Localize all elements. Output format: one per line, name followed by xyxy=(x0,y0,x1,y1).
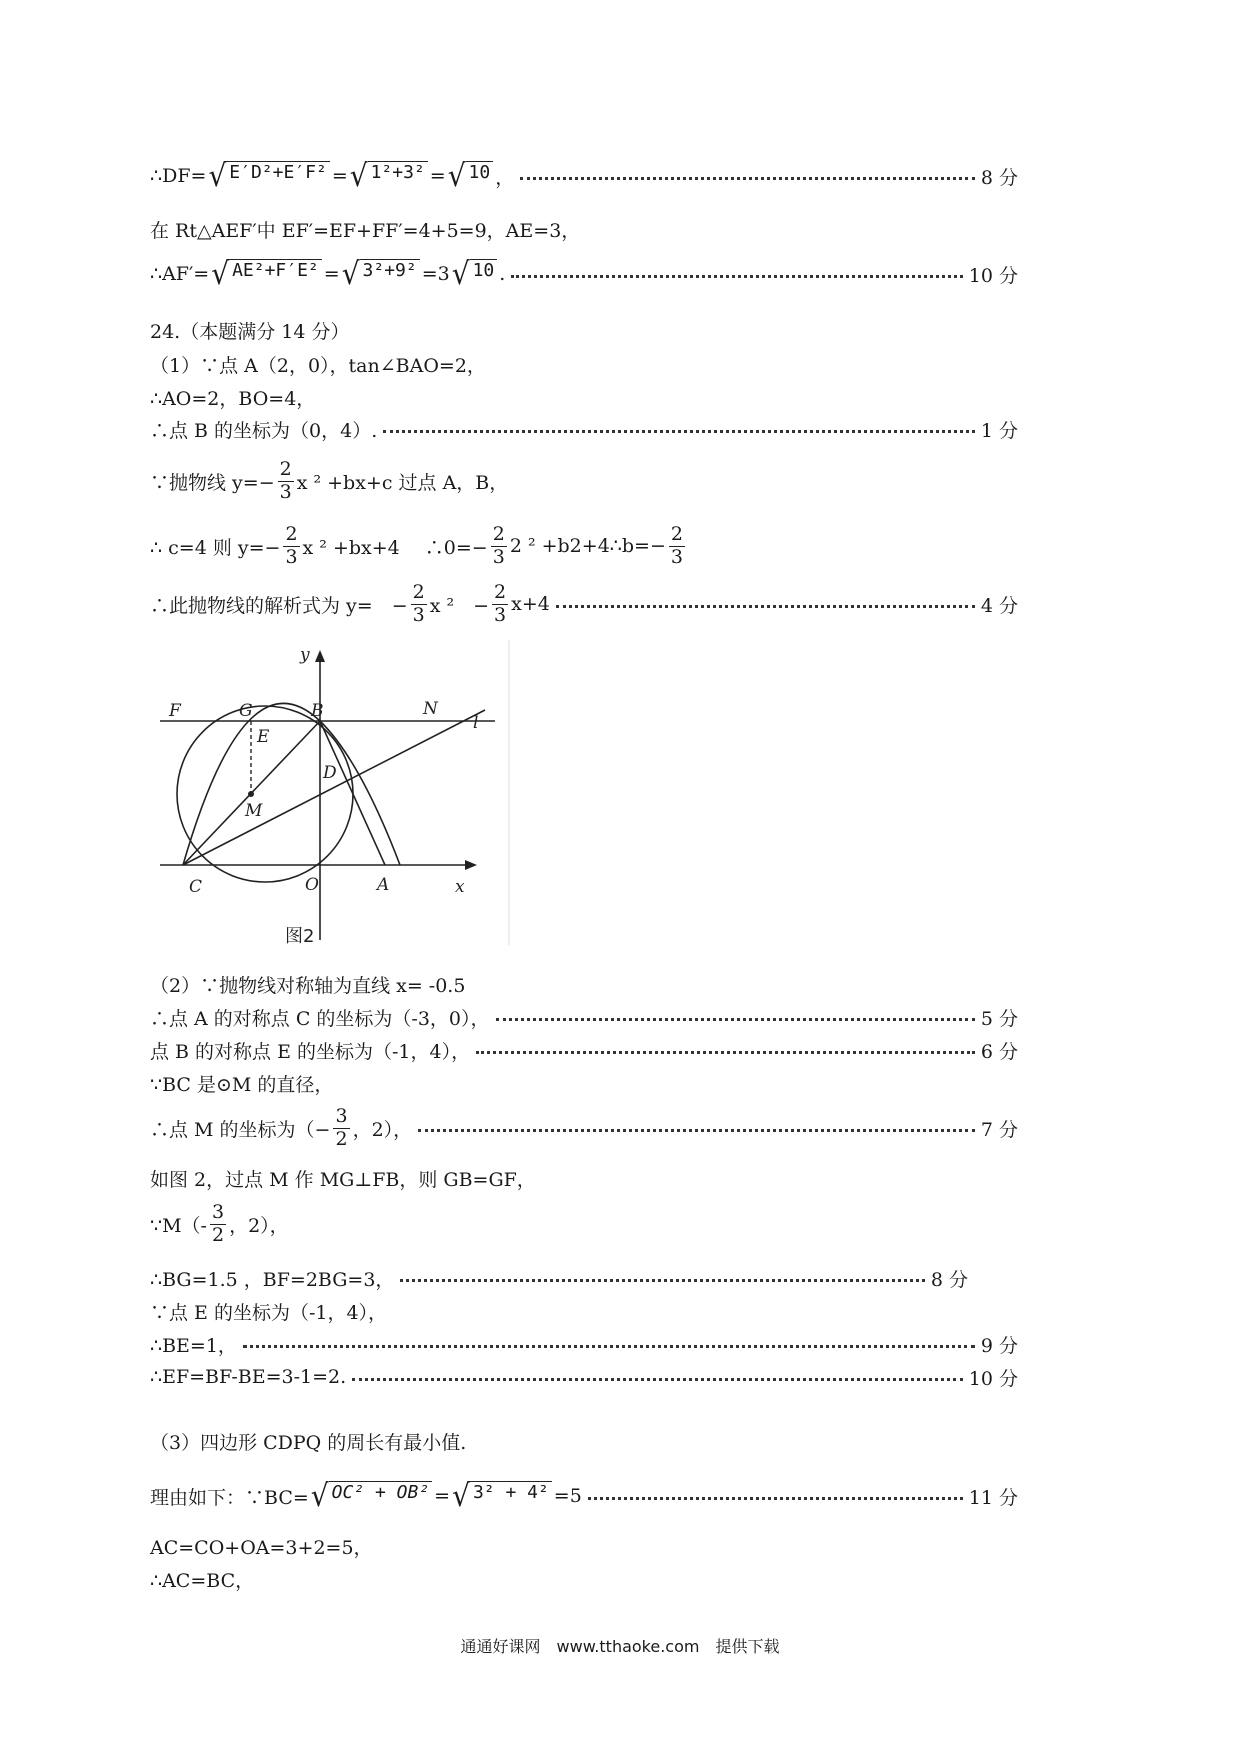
score: 9 分 xyxy=(980,1334,1018,1357)
text: ∴AC=BC， xyxy=(150,1569,255,1592)
geometry-figure xyxy=(155,640,515,960)
leader-dots xyxy=(352,1378,963,1381)
text: ∴点 M 的坐标为（− xyxy=(150,1118,331,1141)
text: 2 ² +b2+4∴b=− xyxy=(509,535,666,557)
y-axis-arrow xyxy=(315,650,325,662)
line-af xyxy=(150,254,1018,294)
text: （2）∵抛物线对称轴为直线 x= -0.5 xyxy=(150,974,466,997)
label-e: E xyxy=(257,727,270,747)
score: 6 分 xyxy=(980,1040,1018,1063)
figure-caption: 图2 xyxy=(285,926,315,947)
point-m xyxy=(248,791,254,797)
label-g: G xyxy=(239,701,253,721)
segment-ba xyxy=(320,721,385,865)
text: （3）四边形 CDPQ 的周长有最小值. xyxy=(150,1431,467,1454)
text: ∴DF= xyxy=(150,165,207,187)
text: ∴点 B 的坐标为（0，4）. xyxy=(150,419,378,442)
text: = xyxy=(331,165,348,187)
parabola xyxy=(183,703,400,865)
text: = xyxy=(434,1485,451,1507)
score: 8 分 xyxy=(980,166,1018,189)
text: ∴点 A 的对称点 C 的坐标为（-3，0）， xyxy=(150,1007,490,1030)
sqrt-2: √ 1²+3² xyxy=(350,161,428,191)
line-mg xyxy=(150,1158,1018,1198)
sqrt-1: √ OC² + OB² xyxy=(311,1481,432,1511)
label-l: l xyxy=(473,713,479,733)
line-b-coord xyxy=(150,409,1018,449)
label-c: C xyxy=(189,877,203,897)
text: =3 xyxy=(421,263,450,285)
text: = xyxy=(429,165,446,187)
text: ， xyxy=(495,166,515,189)
text: ∴EF=BF-BE=3-1=2. xyxy=(150,1366,347,1388)
score: 7 分 xyxy=(980,1118,1018,1141)
line-parabola xyxy=(150,453,1018,509)
text: ∵BC 是⊙M 的直径， xyxy=(150,1073,334,1096)
line-p3 xyxy=(150,1421,1018,1461)
text: =5 xyxy=(553,1485,582,1507)
text: ∴ c=4 则 y=− xyxy=(150,536,281,559)
label-b: B xyxy=(311,701,324,721)
score: 11 分 xyxy=(968,1486,1018,1509)
text: 理由如下：∵BC= xyxy=(150,1486,309,1509)
x-axis-arrow xyxy=(465,860,477,870)
leader-dots xyxy=(520,177,975,180)
line-m xyxy=(150,1196,1018,1252)
sqrt-3: √ 10 xyxy=(448,161,494,191)
text: 点 B 的对称点 E 的坐标为（-1，4）， xyxy=(150,1040,471,1063)
question-heading: 24.（本题满分 14 分） xyxy=(150,320,350,343)
text: ∴AO=2，BO=4， xyxy=(150,387,316,410)
page-footer: 通通好课网 www.tthaoke.com 提供下载 xyxy=(460,1637,780,1656)
text: x ² − xyxy=(429,594,490,617)
score: 1 分 xyxy=(980,419,1018,442)
line-rt-aef xyxy=(150,209,1018,249)
label-d: D xyxy=(323,763,337,783)
sqrt-2: √ 3² + 4² xyxy=(452,1481,552,1511)
text: ∵点 E 的坐标为（-1，4）， xyxy=(150,1301,388,1324)
text: AC=CO+OA=3+2=5， xyxy=(150,1536,373,1559)
text: . xyxy=(499,263,506,285)
text: ，2）， xyxy=(352,1118,413,1141)
fraction: $\frac{3}{2}$ xyxy=(335,1104,348,1150)
leader-dots xyxy=(511,275,962,278)
line-bc xyxy=(150,1476,1018,1516)
text: ∵抛物线 y=− xyxy=(150,471,275,494)
fraction: $\frac{2}{3}$ xyxy=(492,522,505,568)
leader-dots xyxy=(243,1345,975,1348)
label-a: A xyxy=(377,875,390,895)
score: 4 分 xyxy=(980,594,1018,617)
line-diameter xyxy=(150,1063,1018,1103)
leader-dots xyxy=(383,430,975,433)
fraction: $\frac{2}{3}$ xyxy=(494,580,507,626)
text: ∴此抛物线的解析式为 y= − xyxy=(150,594,408,617)
line-df xyxy=(150,156,1018,196)
fraction: $\frac{2}{3}$ xyxy=(412,580,425,626)
fraction: $\frac{2}{3}$ xyxy=(670,522,683,568)
line-m-coord xyxy=(150,1100,1018,1156)
line-ac-bc xyxy=(150,1559,1018,1599)
fraction: $\frac{3}{2}$ xyxy=(211,1200,225,1246)
leader-dots xyxy=(588,1497,963,1500)
text: x+4 xyxy=(511,593,550,615)
label-f: F xyxy=(169,701,181,721)
text: ∴BG=1.5 ，BF=2BG=3， xyxy=(150,1268,395,1291)
label-y: y xyxy=(300,645,310,665)
sqrt-2: √ 3²+9² xyxy=(342,259,420,289)
line-analytic xyxy=(150,576,1018,632)
fraction: $\frac{2}{3}$ xyxy=(285,522,298,568)
text: ∴BE=1， xyxy=(150,1334,237,1357)
fraction: $\frac{2}{3}$ xyxy=(279,457,292,503)
leader-dots xyxy=(418,1129,975,1132)
label-x: x xyxy=(455,877,465,897)
label-n: N xyxy=(423,699,438,719)
text: 如图 2，过点 M 作 MG⊥FB，则 GB=GF， xyxy=(150,1168,536,1191)
score: 10 分 xyxy=(968,264,1018,287)
label-m: M xyxy=(245,801,263,821)
text: ∴AF′= xyxy=(150,263,210,285)
leader-dots xyxy=(496,1018,975,1021)
text: = xyxy=(323,263,340,285)
sqrt-3: √ 10 xyxy=(452,259,498,289)
leader-dots xyxy=(400,1279,924,1282)
score: 10 分 xyxy=(968,1367,1018,1390)
sqrt-1: √ E′D²+E′F² xyxy=(208,161,329,191)
label-o: O xyxy=(305,875,319,895)
leader-dots xyxy=(476,1051,975,1054)
score: 5 分 xyxy=(980,1007,1018,1030)
score: 8 分 xyxy=(930,1268,968,1291)
line-cn xyxy=(183,710,485,865)
text: ，2）， xyxy=(229,1214,289,1237)
text: x ² +bx+4 ∴0=− xyxy=(302,536,488,559)
line-ef xyxy=(150,1357,1018,1397)
text: ∵M（- xyxy=(150,1214,207,1237)
sqrt-1: √ AE²+F′E² xyxy=(211,259,322,289)
text: 在 Rt△AEF′中 EF′=EF+FF′=4+5=9，AE=3， xyxy=(150,219,581,242)
line-c-b xyxy=(150,518,1018,574)
text: x ² +bx+c 过点 A，B， xyxy=(296,471,509,494)
text: （1）∵点 A（2，0），tan∠BAO=2， xyxy=(150,354,486,377)
leader-dots xyxy=(556,605,975,608)
